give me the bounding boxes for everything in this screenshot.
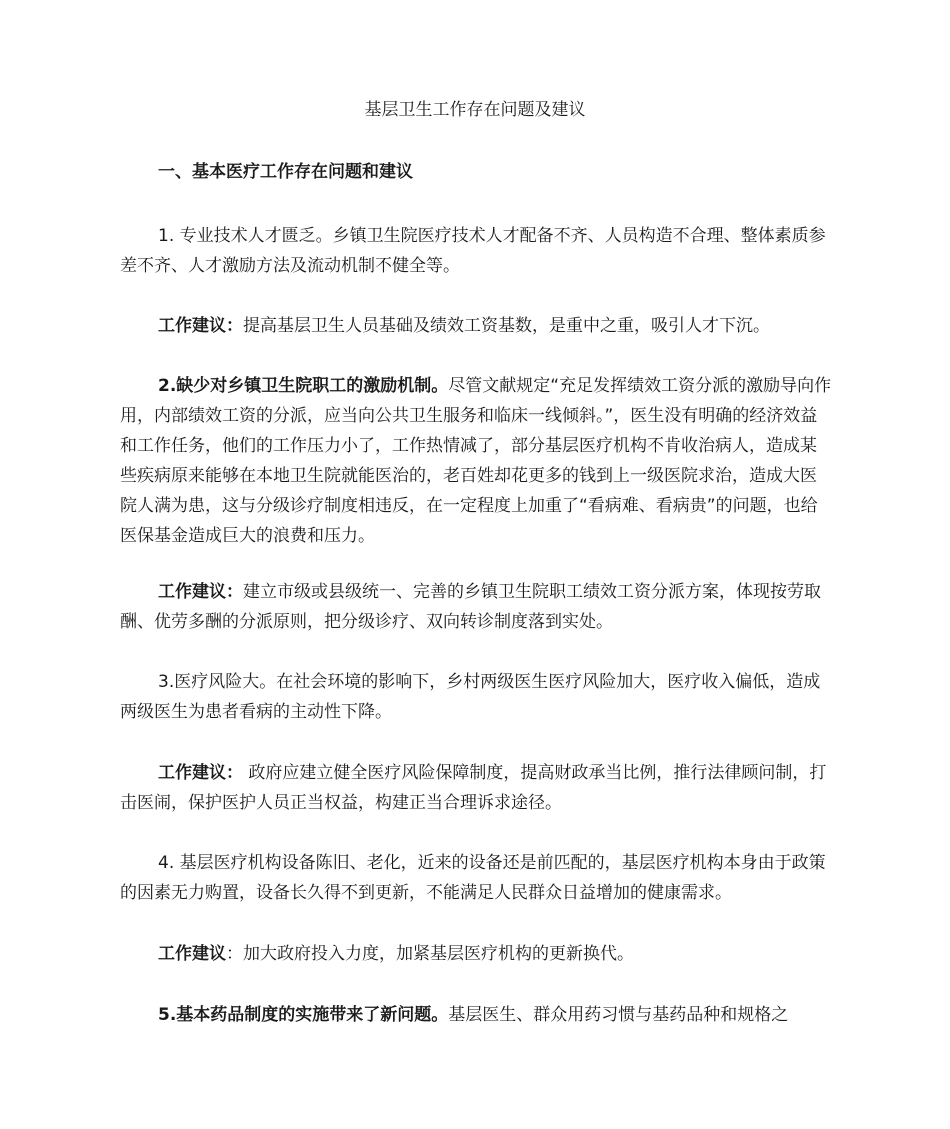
paragraph-problem-2	[120, 371, 832, 551]
paragraph-problem-5	[120, 1000, 832, 1030]
suggestion-label: 工作建议：	[158, 316, 243, 336]
paragraph-lead: 2.缺少对乡镇卫生院职工的激励机制。	[158, 376, 449, 396]
paragraph-suggestion-3	[120, 758, 832, 818]
paragraph-lead: 5.基本药品制度的实施带来了新问题。	[158, 1005, 449, 1025]
paragraph-body: 尽管文献规定“充足发挥绩效工资分派的激励导向作用，内部绩效工资的分派，应当向公共卫生服务和临床一线倾斜。”，医生没有明确的经济效益和工作任务，他们的工作压力小了，工作热情减了，部分基层医疗机构不肯收治病人，造成某些疾病原来能够在本地卫生院就能医治的，老百姓却花更多的钱到上一级医院求治，造成大医院人满为患，这与分级诊疗制度相违反，在一定程度上加重了“看病难、看病贵”的问题，也给医保基金造成巨大的浪费和压力。	[120, 376, 832, 546]
paragraph-suggestion-4	[120, 939, 832, 969]
paragraph-problem-4	[120, 848, 832, 908]
paragraph-body: 提高基层卫生人员基础及绩效工资基数，是重中之重，吸引人才下沉。	[243, 316, 770, 336]
section-heading: 一、基本医疗工作存在问题和建议	[158, 162, 413, 182]
paragraph-body: 建立市级或县级统一、完善的乡镇卫生院职工绩效工资分派方案，体现按劳取酬、优劳多酬的分派原则，把分级诊疗、双向转诊制度落到实处。	[120, 582, 821, 632]
paragraph-body: 政府应建立健全医疗风险保障制度，提高财政承当比例，推行法律顾问制，打击医闹，保护医护人员正当权益，构建正当合理诉求途径。	[120, 763, 827, 813]
document-title: 基层卫生工作存在问题及建议	[364, 100, 586, 120]
suggestion-label: 工作建议：	[158, 582, 243, 602]
paragraph-body: 近来的设备还是前匹配的，基层医疗机构本身由于政策的因素无力购置，设备长久得不到更新，不能满足人民群众日益增加的健康需求。	[120, 853, 826, 903]
suggestion-label: 工作建议：	[158, 763, 243, 783]
paragraph-problem-3	[120, 667, 832, 727]
paragraph-body: 基层医生、群众用药习惯与基药品种和规格之	[448, 1005, 789, 1025]
paragraph-body: 乡镇卫生院医疗技术人才配备不齐、人员构造不合理、整体素质参差不齐、人才激励方法及流动机制不健全等。	[120, 226, 826, 276]
paragraph-suggestion-1	[120, 311, 832, 341]
paragraph-suggestion-2	[120, 577, 832, 637]
paragraph-body: 在社会环境的影响下，乡村两级医生医疗风险加大，医疗收入偏低，造成两级医生为患者看病的主动性下降。	[120, 672, 821, 722]
paragraph-problem-1	[120, 221, 832, 281]
suggestion-label: 工作建议	[158, 944, 226, 964]
paragraph-lead: 1. 专业技术人才匮乏。	[158, 226, 333, 246]
paragraph-lead: 4. 基层医疗机构设备陈旧、老化，	[158, 853, 418, 873]
paragraph-body: ：加大政府投入力度，加紧基层医疗机构的更新换代。	[226, 944, 634, 964]
paragraph-lead: 3.医疗风险大。	[158, 672, 277, 692]
